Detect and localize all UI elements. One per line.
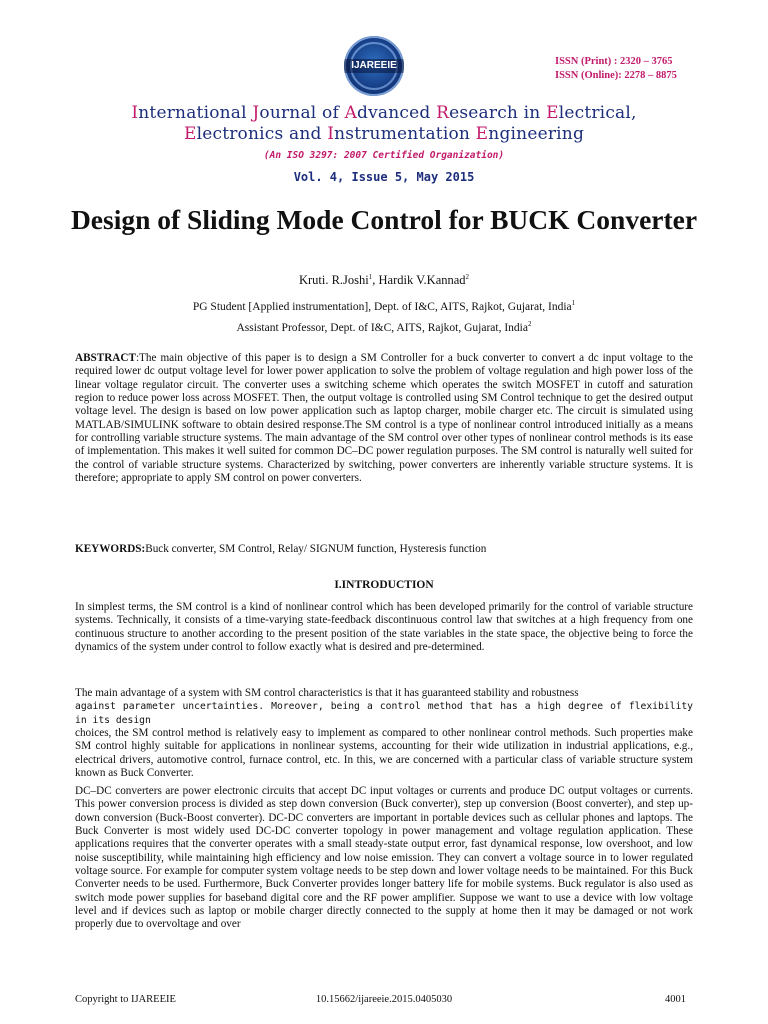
page-number: 4001 bbox=[665, 994, 686, 1005]
keywords-text: Buck converter, SM Control, Relay/ SIGNUM function, Hysteresis function bbox=[145, 543, 487, 555]
paper-title: Design of Sliding Mode Control for BUCK Converter bbox=[70, 204, 698, 235]
abstract-text: :The main objective of this paper is to design a SM Controller for a buck converter to convert a dc input voltage to the required lower dc output voltage level for lower power application to solve the problem of voltage regulation and high power loss of the linear voltage regulator circuit. The converter uses a switching scheme which operates the switch MOSFET in cutoff and saturation region to reduce power loss across MOSFET. Then, the output voltage is controlled using SM Control technique to get the desired output voltage level. The design is based on low power application such as laptop charger, mobile charger etc. The circuit is simulated using MATLAB/SIMULINK software to obtain desired response.The SM control is a type of nonlinear control introduced initially as a means for controlling variable structure systems. The main advantage of the SM control over other types of nonlinear control methods is its ease of implementation. This makes it well suited for common DC–DC power regulation purposes. The SM control is naturally well suited for the control of variable structure systems. Characterized by switching, power converters are inherently variable structure systems. It is therefore; appropriate to apply SM control on power converters. bbox=[75, 352, 693, 485]
affiliation: PG Student [Applied instrumentation], Dept. of I&C, AITS, Rajkot, Gujarat, India$^1$ bbox=[192, 299, 576, 313]
affiliation: Assistant Professor, Dept. of I&C, AITS, Rajkot, Gujarat, India$^2$ bbox=[236, 320, 532, 334]
issn-online: ISSN (Online): 2278 – 8875 bbox=[555, 70, 677, 81]
keywords bbox=[75, 543, 693, 556]
journal-logo bbox=[344, 36, 404, 96]
section-heading: I.INTRODUCTION bbox=[334, 579, 434, 591]
footer-doi: 10.15662/ijareeie.2015.0405030 bbox=[315, 994, 453, 1005]
body-paragraph: The main advantage of a system with SM control characteristics is that it has guaranteed stability and robustness against parameter uncertainties. Moreover, being a control method that has a high degree of flexibility in its design choices, the SM control method is relatively easy to implement as compared to other nonlinear control methods. Such properties make SM control highly suitable for applications in nonlinear systems, accounting for their wide utilization in industrial applications, e.g., electrical drivers, automotive control, furnace control, etc. In this, we are concerned with a particular class of variable structure system known as Buck Converter. bbox=[75, 687, 693, 780]
certification-note: (An ISO 3297: 2007 Certified Organization) bbox=[263, 150, 505, 161]
issn-print: ISSN (Print) : 2320 – 3765 bbox=[555, 56, 673, 67]
author-name: Hardik V.Kannad bbox=[378, 273, 466, 288]
author-name: Kruti. R.Joshi bbox=[298, 273, 369, 288]
author-list: Kruti. R.Joshi$^1$, Hardik V.Kannad$^2$ bbox=[298, 273, 470, 288]
body-paragraph: DC–DC converters are power electronic circuits that accept DC input voltages or currents and produce DC output voltages or currents. This power conversion process is divided as step down conversion (Buck converter), step up conversion (Boost converter), and step up-down conversion (Buck-Boost converter). DC-DC converters are important in portable devices such as cellular phones and laptops. The Buck Converter is most widely used DC-DC converter topology in power management and voltage regulation application. These applications requires that the converter operates with a small steady-state output error, fast dynamical response, low overshoot, and low noise susceptibility, while maintaining high efficiency and low noise emission. They can convert a voltage source in to lower regulated voltage source. For example for computer system voltage needs to be step down and lower voltage needs to be maintained. For this Buck Converter needs to be used. Furthermore, Buck Converter provides longer battery life for mobile systems. Buck regulator is also used as switch mode power supplies for baseband digital core and the RF power amplifier. Suppose we want to use a device with low voltage level and if devices such as laptop or mobile charger directly connected to the supply at home then it may be damaged or not work properly due to overvoltage and over bbox=[75, 785, 693, 931]
journal-title-line2: Electronics and Instrumentation Engineering bbox=[183, 124, 585, 144]
abstract bbox=[75, 352, 693, 485]
volume-issue: Vol. 4, Issue 5, May 2015 bbox=[293, 170, 475, 184]
footer-copyright: Copyright to IJAREEIE bbox=[75, 994, 176, 1005]
logo-text: IJAREEIE bbox=[344, 59, 404, 73]
abstract-label: ABSTRACT bbox=[75, 352, 136, 364]
journal-title-line1: International Journal of Advanced Research in Electrical, bbox=[131, 103, 637, 123]
keywords-label: KEYWORDS: bbox=[75, 543, 146, 555]
body-paragraph: In simplest terms, the SM control is a kind of nonlinear control which has been developed primarily for the control of variable structure systems. Technically, it consists of a time-varying state-feedback discontinuous control law that switches at a high frequency from one continuous structure to another according to the present position of the state variables in the state space, the objective being to force the dynamics of the system under control to follow exactly what is desired and pre-determined. bbox=[75, 601, 693, 654]
